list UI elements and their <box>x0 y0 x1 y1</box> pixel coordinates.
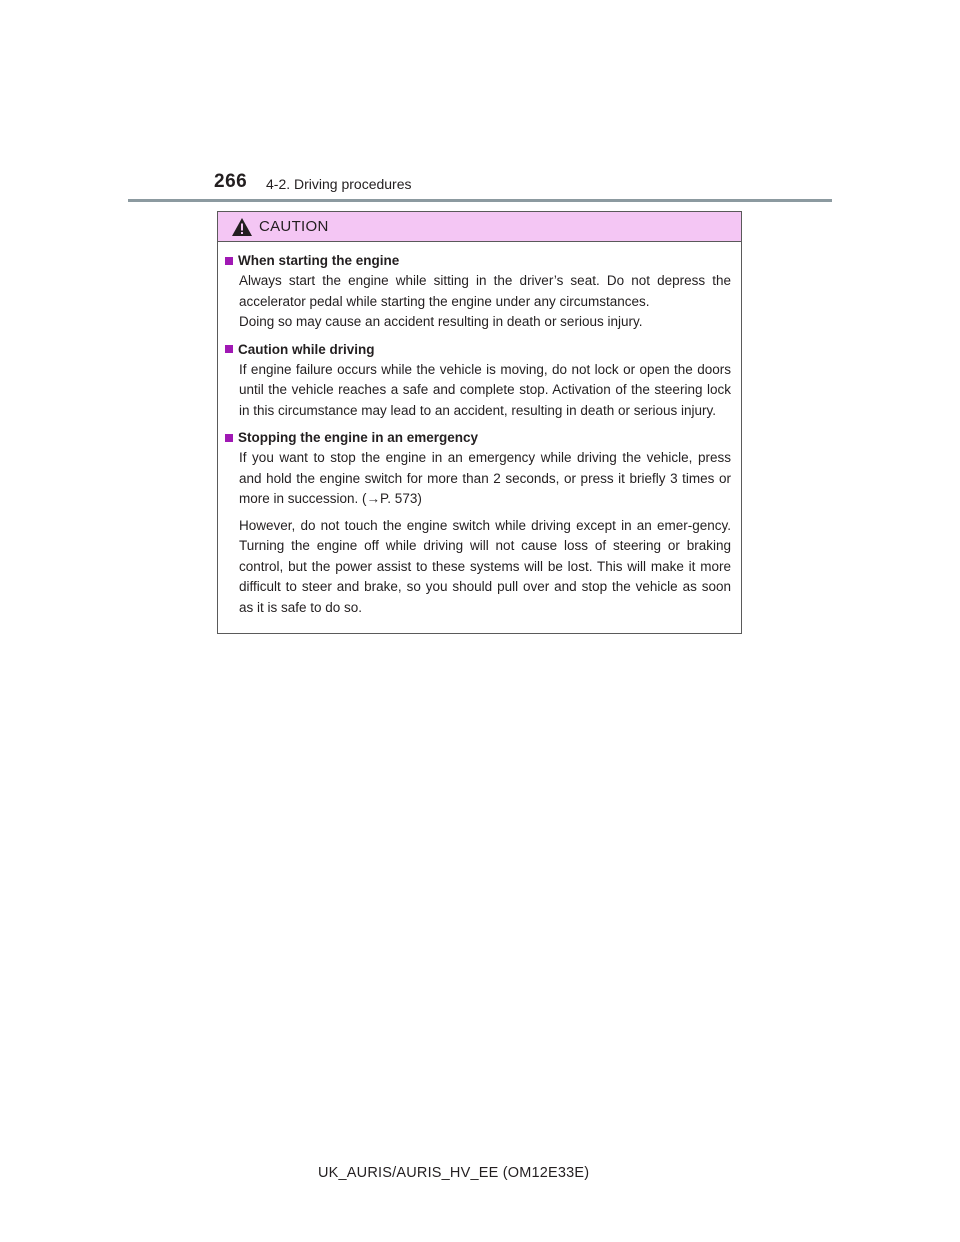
item-heading: When starting the engine <box>238 253 400 268</box>
caution-item-while-driving <box>225 339 731 422</box>
warning-triangle-icon <box>231 217 253 237</box>
item-paragraph: If you want to stop the engine in an emergency while driving the vehicle, press and hold the engine switch for more than 2 seconds, or press it briefly 3 times or more in succession. (→P. 573) <box>239 450 731 506</box>
header-rule <box>128 199 832 202</box>
page-number: 266 <box>214 171 248 192</box>
item-paragraph: However, do not touch the engine switch while driving except in an emer-gency. Turning the engine off while driving will not cause loss of steering or braking control, but the power assist to these systems will be lost. This will make it more difficult to steer and brake, so you should pull over and stop the vehicle as soon as it is safe to do so. <box>239 517 731 615</box>
bullet-square-icon <box>225 434 233 442</box>
footer-doc-code: UK_AURIS/AURIS_HV_EE (OM12E33E) <box>318 1165 590 1181</box>
caution-header <box>218 212 741 242</box>
bullet-square-icon <box>225 345 233 353</box>
item-paragraph: Doing so may cause an accident resulting in death or serious injury. <box>239 314 643 329</box>
section-title: 4-2. Driving procedures <box>266 176 412 192</box>
caution-label: CAUTION <box>259 218 329 235</box>
item-heading: Caution while driving <box>238 341 375 357</box>
item-paragraph: If engine failure occurs while the vehicle is moving, do not lock or open the doors until the vehicle reaches a safe and complete stop. Activation of the steering lock in this circumstance may lead to an accident, resulting in death or serious injury. <box>239 361 731 418</box>
item-heading: Stopping the engine in an emergency <box>238 430 479 445</box>
caution-body <box>218 242 741 618</box>
caution-item-emergency-stop <box>225 427 731 618</box>
caution-item-starting-engine <box>225 250 731 333</box>
caution-box <box>217 211 742 634</box>
bullet-square-icon <box>225 257 233 265</box>
item-paragraph: Always start the engine while sitting in the driver’s seat. Do not depress the accelerator pedal while starting the engine under any circumstances. <box>239 273 731 309</box>
